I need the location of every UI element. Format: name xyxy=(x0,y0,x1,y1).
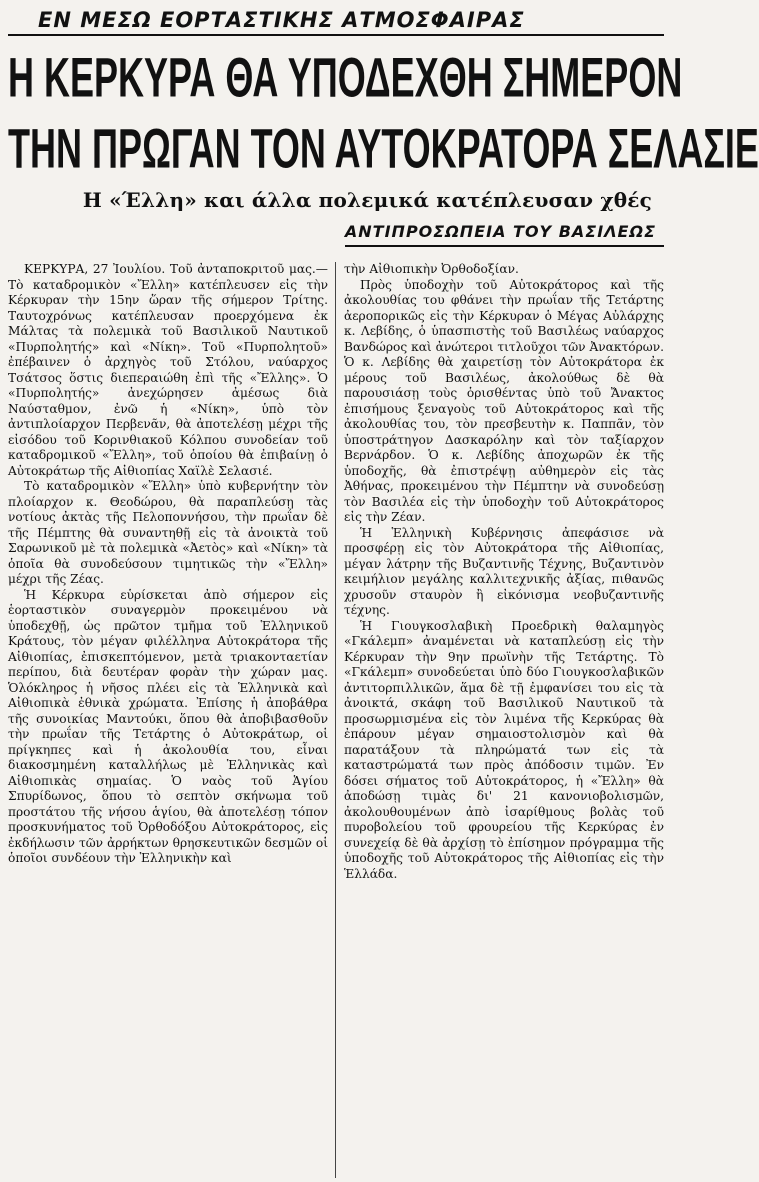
left-paragraph-1: ΚΕΡΚΥΡΑ, 27 Ἰουλίου. Τοῦ ἀνταποκριτοῦ μας.—Τὸ καταδρομικὸν «Ἔλλη» κατέπλευσεν εἰς τὴν Κέρκυραν τὴν 15ην ὥραν τῆς σήμερον Τρίτης. Ταυτοχρόνως κατέπλευσαν προερχόμενα ἐκ Μάλτας τὰ πολεμικὰ τοῦ Βασιλικοῦ Ναυτικοῦ «Πυρπολητής» καὶ «Νίκη». Τοῦ «Πυρπολητοῦ» ἐπέβαινεν ὁ ἀρχηγὸς τοῦ Στόλου, ναύαρχος Τσάτσος ὅστις διεπεραιώθη ἐπὶ τῆς «Ἔλλης». Ὁ «Πυρπολητής» ἀνεχώρησεν ἀμέσως διὰ Ναύσταθμον, ἐνῶ ἡ «Νίκη», ὑπὸ τὸν ἀντιπλοίαρχον Περβενᾶν, θὰ ἀποτελέσῃ μέχρι τῆς εἰσόδου τοῦ Κορινθιακοῦ Κόλπου συνοδείαν τοῦ καταδρομικοῦ «Ἔλλη», τοῦ ὁποίου θὰ ἐπιβαίνῃ ὁ Αὐτοκράτωρ τῆς Αἰθιοπίας Χαϊλὲ Σελασιέ. xyxy=(8,262,328,478)
right-paragraph-2: Πρὸς ὑποδοχὴν τοῦ Αὐτοκράτορος καὶ τῆς ἀκολουθίας του φθάνει τὴν πρωΐαν τῆς Τετάρτης ἀεροπορικῶς εἰς τὴν Κέρκυραν ὁ Μέγας Αὐλάρχης κ. Λεβίδης, ὁ ὑπασπιστὴς τοῦ Βασιλέως ναύαρχος Βανδώρος καὶ ἀνώτεροι τιτλοῦχοι τῶν Ἀνακτόρων. Ὁ κ. Λεβίδης θὰ χαιρετίσῃ τὸν Αὐτοκράτορα ἐκ μέρους τοῦ Βασιλέως, ἀκολούθως δὲ θὰ παρουσιάσῃ τοὺς ὁρισθέντας ὑπὸ τοῦ Ἄνακτος ἐπισήμους ξεναγοὺς τοῦ Αὐτοκράτορος καὶ τῆς ἀκολουθίας του, τὸν πρεσβευτὴν κ. Παππᾶν, τὸν ὑποστράτηγον Δασκαρόλην καὶ τὸν ταξίαρχον Βερνάρδον. Ὁ κ. Λεβίδης ἀποχωρῶν ἐκ τῆς ὑποδοχῆς, θὰ ἐπιστρέψῃ αὐθημερὸν εἰς τὰς Ἀθήνας, προκειμένου τὴν Πέμπτην νὰ συνοδεύσῃ τὸν Βασιλέα εἰς τὴν ὑποδοχὴν τοῦ Αὐτοκράτορος εἰς τὴν Ζέαν. xyxy=(344,277,664,524)
main-headline xyxy=(8,42,759,264)
section-byline: ΑΝΤΙΠΡΟΣΩΠΕΙΑ ΤΟΥ ΒΑΣΙΛΕΩΣ xyxy=(345,219,664,247)
column-divider xyxy=(335,262,336,1178)
right-paragraph-3: Ἡ Ἑλληνικὴ Κυβέρνησις ἀπεφάσισε νὰ προσφέρῃ εἰς τὸν Αὐτοκράτορα τῆς Αἰθιοπίας, μέγαν λάτρην τῆς Βυζαντινῆς Τέχνης, Βυζαντινὸν κειμήλιον μεγάλης καλλιτεχνικῆς ἀξίας, πιθανῶς χρυσοῦν σταυρὸν ἢ εἰκόνισμα νεοβυζαντινῆς τέχνης. xyxy=(344,525,664,617)
right-paragraph-4: Ἡ Γιουγκοσλαβικὴ Προεδρικὴ θαλαμηγὸς «Γκάλεμπ» ἀναμένεται νὰ καταπλεύσῃ εἰς τὴν Κέρκυραν τὴν 9ην πρωϊνὴν τῆς Τετάρτης. Τὸ «Γκάλεμπ» συνοδεύεται ὑπὸ δύο Γιουγκοσλαβικῶν ἀντιτορπιλλικῶν, ἅμα δὲ τῇ ἐμφανίσει του εἰς τὰ ἀνοικτά, σκάφη τοῦ Βασιλικοῦ Ναυτικοῦ τὰ προσωρμισμένα εἰς τὸν λιμένα τῆς Κερκύρας θὰ ἐπάρουν μέγαν σημαιοστολισμὸν καὶ θὰ παρατάξουν τὰ πληρώματά των εἰς τὰ καταστρώματά των πρὸς ἀπόδοσιν τιμῶν. Ἐν δόσει σήματος τοῦ Αὐτοκράτορος, ἡ «Ἔλλη» θὰ ἀποδώσῃ τιμὰς δι' 21 κανονιοβολισμῶν, ἀκολουθουμένων ἀπὸ ἰσαρίθμους βολὰς τοῦ πυροβολείου τοῦ φρουρείου τῆς Κερκύρας ἐν συνεχείᾳ δὲ θὰ ἀρχίσῃ τὸ ἐπίσημον πρόγραμμα τῆς ὑποδοχῆς τοῦ Αὐτοκράτορος τῆς Αἰθιοπίας εἰς τὴν Ἑλλάδα. xyxy=(344,618,664,881)
kicker-heading: ΕΝ ΜΕΣΩ ΕΟΡΤΑΣΤΙΚΗΣ ΑΤΜΟΣΦΑΙΡΑΣ xyxy=(8,6,664,36)
right-paragraph-1: τὴν Αἰθιοπικὴν Ὀρθοδοξίαν. xyxy=(344,262,519,276)
headline-line-1: Η ΚΕΡΚΥΡΑ ΘΑ ΥΠΟΔΕΧΘΗ ΣΗΜΕΡΟΝ xyxy=(8,45,683,109)
right-column xyxy=(342,262,664,1178)
left-paragraph-2: Τὸ καταδρομικὸν «Ἔλλη» ὑπὸ κυβερνήτην τὸν πλοίαρχον κ. Θεοδώρου, θὰ παραπλεύσῃ τὰς νοτίους ἀκτὰς τῆς Πελοποννήσου, τὴν πρωΐαν δὲ τῆς Πέμπτης θὰ συναντηθῇ εἰς τὰ ἀνοικτὰ τοῦ Σαρωνικοῦ μὲ τὰ πολεμικὰ «Ἀετὸς» καὶ «Νίκη» τὰ ὁποῖα θὰ συνοδεύσουν τιμητικῶς τὴν «Ἔλλη» μέχρι τῆς Ζέας. xyxy=(8,479,328,586)
headline-line-2: ΤΗΝ ΠΡΩΓΑΝ ΤΟΝ ΑΥΤΟΚΡΑΤΟΡΑ ΣΕΛΑΣΙΕ xyxy=(8,116,759,180)
article-columns xyxy=(8,262,664,1178)
subheadline: Η «Έλλη» και άλλα πολεμικά κατέπλευσαν χθές xyxy=(82,188,652,212)
left-paragraph-3: Ἡ Κέρκυρα εὑρίσκεται ἀπὸ σήμερον εἰς ἑορταστικὸν συναγερμὸν προκειμένου νὰ ὑποδεχθῇ, ὡς πρῶτον τμῆμα τοῦ Ἑλληνικοῦ Κράτους, τὸν μέγαν φιλέλληνα Αὐτοκράτορα τῆς Αἰθιοπίας, ἐπισκεπτόμενον, μετὰ τριακονταετίαν περίπου, διὰ δευτέραν φορὰν τὴν χώραν μας. Ὁλόκληρος ἡ νῆσος πλέει εἰς τὰ Ἑλληνικὰ καὶ Αἰθιοπικὰ ἐθνικὰ χρώματα. Ἐπίσης ἡ ἀποβάθρα τῆς συνοικίας Μαντούκι, ὅπου θὰ ἀποβιβασθοῦν τὴν πρωΐαν τῆς Τετάρτης ὁ Αὐτοκράτωρ, οἱ πρίγκηπες καὶ ἡ ἀκολουθία του, εἶναι διακοσμημένη καταλλήλως μὲ Ἑλληνικὰς καὶ Αἰθιοπικὰς σημαίας. Ὁ ναὸς τοῦ Ἁγίου Σπυρίδωνος, ὅπου τὸ σεπτὸν σκήνωμα τοῦ προστάτου τῆς νήσου ἁγίου, θὰ ἀποτελέσῃ τόπον προσκυνήματος τοῦ Ὀρθοδόξου Αὐτοκράτορος, εἰς ἐκδήλωσιν τῶν ἀρρήκτων θρησκευτικῶν δεσμῶν οἱ ὁποῖοι συνδέουν τὴν Ἑλληνικὴν καὶ xyxy=(8,587,328,865)
left-column xyxy=(8,262,330,1178)
